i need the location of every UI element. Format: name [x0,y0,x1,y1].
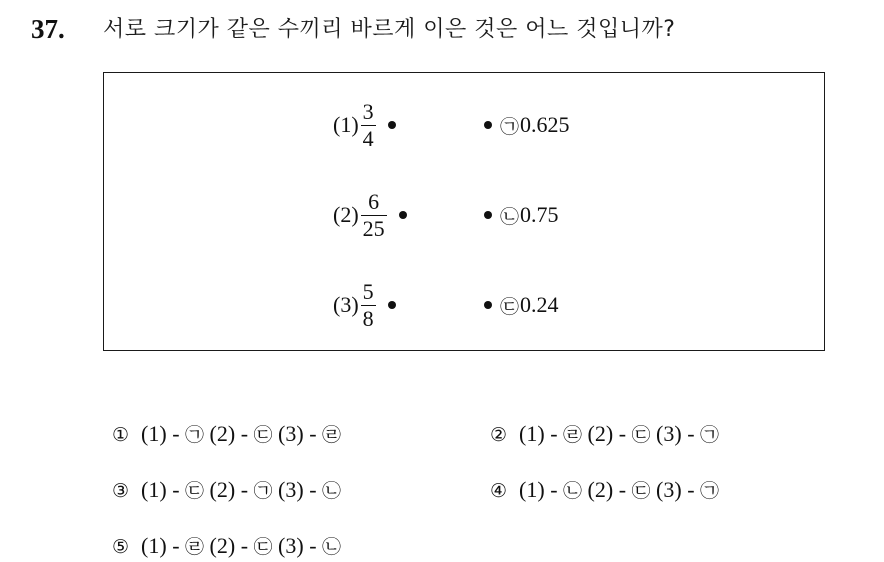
circled-letter-mark: ㉢ [253,536,273,558]
question-number: 37. [31,14,65,44]
connector-dot[interactable] [484,121,492,129]
circled-letter-mark: ㉡ [322,536,342,558]
choice-text: (1) - [519,477,564,502]
circled-letter-mark: ㉡ [563,480,583,502]
connector-dot[interactable] [388,301,396,309]
fraction [361,280,376,331]
choice-text: (3) - [272,477,323,502]
left-item-label: (1) [333,112,359,137]
fraction-numerator: 3 [362,98,374,124]
fraction-denominator: 4 [362,125,374,151]
choice-number-mark: ⑤ [112,536,130,558]
fraction [361,190,387,241]
fraction-numerator: 6 [368,188,380,214]
right-item-value: 0.75 [520,202,559,227]
choice-text: (1) - [141,477,186,502]
fraction-numerator: 5 [362,278,374,304]
left-item-2 [333,185,407,245]
left-item-label: (3) [333,292,359,317]
left-item-3 [333,275,396,335]
choice-text: (2) - [204,421,254,446]
connector-dot[interactable] [399,211,407,219]
choice-text: (3) - [650,477,701,502]
matching-box [103,72,825,351]
choice-text: (1) - [519,421,564,446]
right-item-value: 0.24 [520,292,559,317]
circled-letter-mark: ㉢ [185,480,205,502]
right-item-3 [484,275,559,335]
question-text: 서로 크기가 같은 수끼리 바르게 이은 것은 어느 것입니까? [103,17,676,42]
right-item-value: 0.625 [520,112,570,137]
circled-letter-mark: ㉠ [185,424,205,446]
choice-number-mark: ② [490,424,508,446]
choice-text: (3) - [272,421,323,446]
answer-choice-2[interactable] [490,419,719,450]
fraction-denominator: 25 [362,215,385,241]
connector-dot[interactable] [388,121,396,129]
answer-choice-1[interactable] [112,419,341,450]
match-row-2 [104,185,824,245]
choice-text: (2) - [582,477,632,502]
circled-letter-mark: ㉡ [500,205,520,228]
circled-letter-mark: ㉢ [631,424,651,446]
circled-letter-mark: ㉠ [700,480,720,502]
left-item-1 [333,95,396,155]
match-row-3 [104,275,824,335]
choice-text: (1) - [141,421,186,446]
choice-text: (3) - [272,533,323,558]
circled-letter-mark: ㉣ [185,536,205,558]
answer-choice-3[interactable] [112,475,341,506]
circled-letter-mark: ㉠ [700,424,720,446]
left-item-label: (2) [333,202,359,227]
choice-text: (2) - [204,477,254,502]
circled-letter-mark: ㉢ [500,295,520,318]
circled-letter-mark: ㉠ [253,480,273,502]
fraction [361,100,376,151]
choice-text: (2) - [582,421,632,446]
circled-letter-mark: ㉣ [563,424,583,446]
choice-number-mark: ④ [490,480,508,502]
circled-letter-mark: ㉠ [500,115,520,138]
right-item-1 [484,95,570,155]
circled-letter-mark: ㉡ [322,480,342,502]
choice-text: (3) - [650,421,701,446]
answer-choice-4[interactable] [490,475,719,506]
answer-choice-5[interactable] [112,531,341,562]
connector-dot[interactable] [484,211,492,219]
fraction-denominator: 8 [362,305,374,331]
choice-number-mark: ① [112,424,130,446]
match-row-1 [104,95,824,155]
circled-letter-mark: ㉣ [322,424,342,446]
right-item-2 [484,185,559,245]
circled-letter-mark: ㉢ [631,480,651,502]
circled-letter-mark: ㉢ [253,424,273,446]
connector-dot[interactable] [484,301,492,309]
choice-text: (1) - [141,533,186,558]
choice-text: (2) - [204,533,254,558]
choice-number-mark: ③ [112,480,130,502]
